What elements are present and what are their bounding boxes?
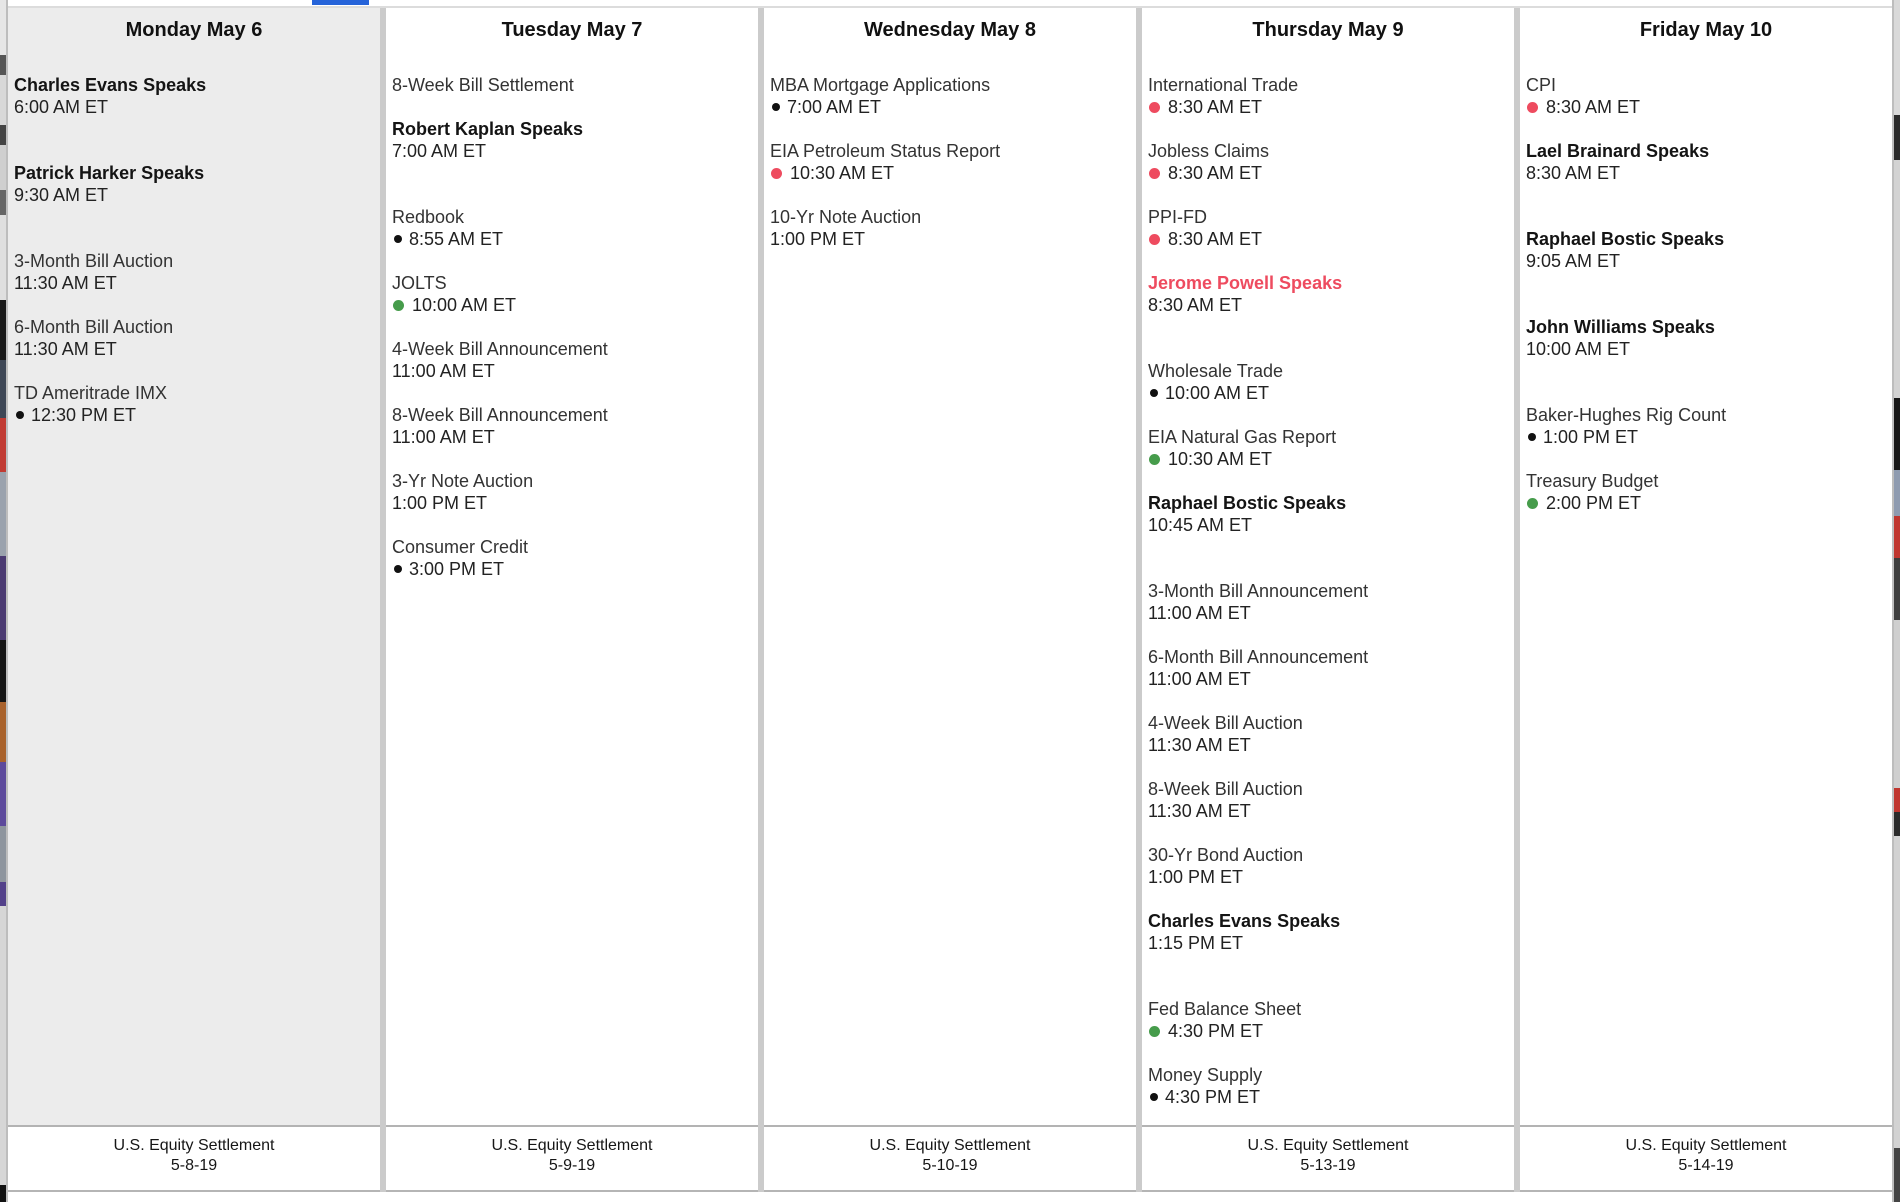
event-item[interactable] [392,536,750,580]
event-time-text: 11:00 AM ET [1148,669,1251,689]
event-time [1526,162,1884,184]
settlement-cell [386,1125,758,1192]
settlement-cell [764,1125,1136,1192]
black-dot-icon [1150,389,1158,397]
event-list [1142,42,1514,1108]
settlement-cell [1520,1125,1892,1192]
black-dot-icon [1150,1093,1158,1101]
day-column-monday [8,8,380,1192]
event-title: 6-Month Bill Auction [14,317,174,337]
event-item[interactable] [1148,1064,1506,1108]
event-title: 30-Yr Bond Auction [1148,845,1304,865]
edge-artifact-segment [1894,516,1900,558]
event-title: Fed Balance Sheet [1148,999,1302,1019]
edge-artifact-segment [1894,160,1900,398]
event-item[interactable] [14,162,372,206]
event-time-text: 10:30 AM ET [790,163,895,183]
edge-artifact-segment [1894,620,1900,788]
event-item[interactable] [1148,712,1506,756]
day-column-thursday [1142,8,1514,1192]
day-column-body [764,8,1136,1125]
event-time [392,426,750,448]
event-item[interactable] [1148,140,1506,184]
settlement-cell [8,1125,380,1192]
event-item[interactable] [1526,316,1884,360]
event-title: 4-Week Bill Auction [1148,713,1303,733]
edge-artifact-segment [1894,788,1900,812]
event-time [1526,96,1884,118]
event-item[interactable] [1148,580,1506,624]
event-time [1526,250,1884,272]
green-dot-icon [1527,498,1538,509]
day-header: Friday May 10 [1639,19,1773,41]
settlement-label: U.S. Equity Settlement [1625,1137,1787,1154]
event-time [1148,1086,1506,1108]
event-time [14,96,372,118]
event-item[interactable] [1148,426,1506,470]
event-time-text: 7:00 AM ET [392,141,487,161]
black-dot-icon [16,411,24,419]
event-time [1148,602,1506,624]
event-time-text: 11:00 AM ET [392,427,495,447]
weekly-economic-calendar [8,6,1892,1192]
event-item[interactable] [1148,778,1506,822]
event-time-text: 8:30 AM ET [1168,163,1263,183]
event-title: Baker-Hughes Rig Count [1526,405,1727,425]
green-dot-icon [1149,454,1160,465]
event-time [1148,294,1506,316]
day-column-body [8,8,380,1125]
event-time [1148,668,1506,690]
event-time [1148,448,1506,470]
event-time-text: 8:30 AM ET [1168,97,1263,117]
edge-artifact-segment [1894,0,1900,115]
settlement-date: 5-8-19 [170,1157,218,1174]
edge-artifact-segment [1894,470,1900,516]
top-window-strip [0,0,1900,6]
event-title: Jobless Claims [1148,141,1270,161]
event-time [1526,338,1884,360]
browser-tab-fragment[interactable] [312,0,369,5]
settlement-label: U.S. Equity Settlement [113,1137,275,1154]
event-title: Charles Evans Speaks [14,75,207,95]
event-title: Charles Evans Speaks [1148,911,1341,931]
event-item[interactable] [1526,74,1884,118]
red-dot-icon [1149,102,1160,113]
event-list [8,42,380,426]
settlement-date: 5-14-19 [1678,1157,1734,1174]
settlement-date: 5-9-19 [548,1157,596,1174]
settlement-cell [1142,1125,1514,1192]
event-item[interactable] [770,140,1128,184]
day-header: Wednesday May 8 [864,19,1036,41]
event-time-text: 8:30 AM ET [1148,295,1243,315]
event-time-text: 1:00 PM ET [1148,867,1244,887]
day-column-body [1142,8,1514,1125]
event-item[interactable] [1526,470,1884,514]
event-time [770,96,1128,118]
event-item[interactable] [1148,360,1506,404]
event-title: 8-Week Bill Settlement [392,75,574,95]
event-item[interactable] [1148,74,1506,118]
event-time-text: 10:00 AM ET [1165,383,1270,403]
event-time [1526,492,1884,514]
event-item[interactable] [1526,404,1884,448]
event-title: 3-Month Bill Announcement [1148,581,1369,601]
event-time-text: 2:00 PM ET [1546,493,1642,513]
event-item[interactable] [392,118,750,162]
event-title: CPI [1526,75,1557,95]
event-time [1148,514,1506,536]
edge-artifact-segment [1894,115,1900,160]
event-title: 8-Week Bill Announcement [392,405,608,425]
event-list [1520,42,1892,514]
event-time [1148,162,1506,184]
event-title: 10-Yr Note Auction [770,207,922,227]
event-time-text: 11:00 AM ET [1148,603,1251,623]
day-column-wednesday [764,8,1136,1192]
event-item[interactable] [1526,228,1884,272]
event-title: Treasury Budget [1526,471,1659,491]
event-time-text: 8:30 AM ET [1168,229,1263,249]
event-time-text: 8:30 AM ET [1546,97,1641,117]
event-time-text: 10:00 AM ET [1526,339,1631,359]
event-title: 8-Week Bill Auction [1148,779,1303,799]
event-time [392,294,750,316]
edge-artifact-segment [1894,398,1900,470]
event-title: Lael Brainard Speaks [1526,141,1710,161]
event-time-text: 9:30 AM ET [14,185,109,205]
event-item[interactable] [14,316,372,360]
event-time [14,184,372,206]
event-item[interactable] [392,404,750,448]
event-title: 3-Yr Note Auction [392,471,534,491]
event-time-text: 1:00 PM ET [1543,427,1639,447]
event-time-text: 1:00 PM ET [392,493,488,513]
event-time-text: 11:30 AM ET [1148,801,1251,821]
edge-artifact-segment [1894,812,1900,836]
black-dot-icon [394,235,402,243]
event-time [392,558,750,580]
day-column-body [386,8,758,1125]
event-item[interactable] [1148,910,1506,954]
event-time [392,140,750,162]
edge-artifact-segment [1894,836,1900,1148]
event-time-text: 8:55 AM ET [409,229,504,249]
event-title: Patrick Harker Speaks [14,163,205,183]
event-title: EIA Natural Gas Report [1148,427,1337,447]
event-title: JOLTS [392,273,447,293]
event-list [764,42,1136,250]
green-dot-icon [393,300,404,311]
day-column-friday [1520,8,1892,1192]
black-dot-icon [394,565,402,573]
left-window-border [6,0,8,1202]
event-item[interactable] [14,382,372,426]
event-item[interactable] [770,206,1128,250]
event-item[interactable] [1148,844,1506,888]
edge-artifact-segment [1894,1148,1900,1202]
event-time-text: 11:30 AM ET [14,339,117,359]
event-time-text: 11:00 AM ET [392,361,495,381]
event-title: EIA Petroleum Status Report [770,141,1001,161]
right-window-border [1892,0,1894,1202]
day-column-body [1520,8,1892,1125]
event-title: Robert Kaplan Speaks [392,119,584,139]
event-item[interactable] [392,470,750,514]
settlement-date: 5-10-19 [922,1157,978,1174]
event-title: 6-Month Bill Announcement [1148,647,1369,667]
event-time [14,338,372,360]
right-window-edge-artifact [1894,0,1900,1202]
event-time-text: 11:30 AM ET [14,273,117,293]
event-item[interactable] [392,272,750,316]
event-time-text: 4:30 PM ET [1168,1021,1264,1041]
event-time-text: 10:00 AM ET [412,295,517,315]
event-time [392,360,750,382]
green-dot-icon [1149,1026,1160,1037]
event-title: PPI-FD [1148,207,1208,227]
red-dot-icon [1527,102,1538,113]
event-time [770,228,1128,250]
event-item[interactable] [1148,492,1506,536]
event-title: International Trade [1148,75,1299,95]
event-time-text: 6:00 AM ET [14,97,109,117]
event-time-text: 8:30 AM ET [1526,163,1621,183]
day-header: Thursday May 9 [1252,19,1404,41]
red-dot-icon [771,168,782,179]
event-time-text: 3:00 PM ET [409,559,505,579]
event-time [1148,932,1506,954]
event-title: Wholesale Trade [1148,361,1284,381]
event-time-text: 12:30 PM ET [31,405,137,425]
event-title: TD Ameritrade IMX [14,383,168,403]
event-time-text: 1:15 PM ET [1148,933,1244,953]
event-title: Jerome Powell Speaks [1148,273,1343,293]
black-dot-icon [772,103,780,111]
settlement-label: U.S. Equity Settlement [869,1137,1031,1154]
event-time [770,162,1128,184]
event-item[interactable] [1148,272,1506,316]
event-item[interactable] [1148,206,1506,250]
event-time [1148,800,1506,822]
event-title: Consumer Credit [392,537,529,557]
event-item[interactable] [14,74,372,118]
event-time [1148,1020,1506,1042]
day-column-tuesday [386,8,758,1192]
settlement-label: U.S. Equity Settlement [1247,1137,1409,1154]
black-dot-icon [1528,433,1536,441]
event-title: 3-Month Bill Auction [14,251,174,271]
event-time [392,492,750,514]
event-time [1148,382,1506,404]
event-time [14,404,372,426]
red-dot-icon [1149,234,1160,245]
event-time-text: 7:00 AM ET [787,97,882,117]
event-time [1148,866,1506,888]
event-time-text: 4:30 PM ET [1165,1087,1261,1107]
event-item[interactable] [14,250,372,294]
event-title: Money Supply [1148,1065,1263,1085]
event-title: Redbook [392,207,465,227]
event-time [1148,96,1506,118]
event-item[interactable] [1148,998,1506,1042]
day-header: Tuesday May 7 [501,19,643,41]
event-title: Raphael Bostic Speaks [1526,229,1725,249]
event-time [1148,734,1506,756]
event-time-text: 10:30 AM ET [1168,449,1273,469]
event-title: 4-Week Bill Announcement [392,339,608,359]
event-item[interactable] [1148,646,1506,690]
event-item[interactable] [392,206,750,250]
event-time-text: 11:30 AM ET [1148,735,1251,755]
event-time [1526,426,1884,448]
event-item[interactable] [392,338,750,382]
red-dot-icon [1149,168,1160,179]
settlement-label: U.S. Equity Settlement [491,1137,653,1154]
event-item[interactable] [770,74,1128,118]
day-header: Monday May 6 [125,19,263,41]
event-time-text: 10:45 AM ET [1148,515,1253,535]
event-time-text: 9:05 AM ET [1526,251,1621,271]
event-item[interactable] [1526,140,1884,184]
event-title: MBA Mortgage Applications [770,75,991,95]
event-list [386,42,758,580]
event-time [1148,228,1506,250]
settlement-date: 5-13-19 [1300,1157,1356,1174]
event-title: Raphael Bostic Speaks [1148,493,1347,513]
edge-artifact-segment [1894,558,1900,620]
event-time-text: 1:00 PM ET [770,229,866,249]
event-time [392,228,750,250]
event-time [14,272,372,294]
event-title: John Williams Speaks [1526,317,1715,337]
event-item[interactable] [392,74,750,96]
